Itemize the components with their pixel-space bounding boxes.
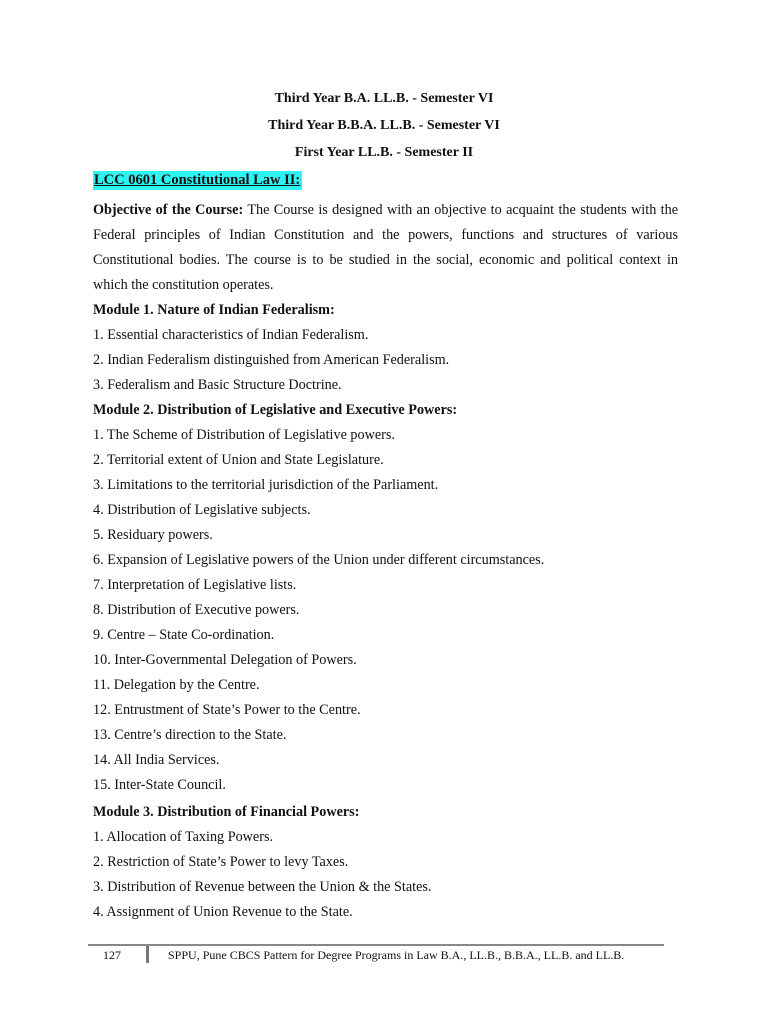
list-item: 2. Restriction of State’s Power to levy Taxes.	[93, 854, 349, 870]
page-number: 127	[103, 948, 121, 962]
list-item: 9. Centre – State Co-ordination.	[93, 627, 275, 643]
list-item: 3. Limitations to the territorial jurisdiction of the Parliament.	[93, 477, 439, 493]
list-item: 8. Distribution of Executive powers.	[93, 602, 300, 618]
list-item: 15. Inter-State Council.	[93, 777, 226, 793]
objective-text: The Course is designed with an objective to acquaint the students with the Federal principles of Indian Constitution and the powers, functions and structures of various Constitutional bodies. The course is to be studied in the social, economic and political context in which the constitution operates.	[93, 202, 678, 293]
list-item: 3. Distribution of Revenue between the Union & the States.	[93, 879, 432, 895]
list-item: 13. Centre’s direction to the State.	[93, 727, 287, 743]
list-item: 10. Inter-Governmental Delegation of Powers.	[93, 652, 357, 668]
module-title: Module 1. Nature of Indian Federalism:	[93, 302, 335, 318]
module-2	[93, 398, 693, 798]
course-objective	[93, 198, 678, 298]
module-title: Module 3. Distribution of Financial Powers:	[93, 804, 360, 820]
module-title: Module 2. Distribution of Legislative and Executive Powers:	[93, 402, 458, 418]
list-item: 5. Residuary powers.	[93, 527, 213, 543]
list-item: 1. The Scheme of Distribution of Legislative powers.	[93, 427, 395, 443]
module-1	[93, 298, 693, 398]
list-item: 11. Delegation by the Centre.	[93, 677, 260, 693]
list-item: 2. Indian Federalism distinguished from American Federalism.	[93, 352, 450, 368]
program-heading-3: First Year LL.B. - Semester II	[294, 145, 474, 160]
footer-text: SPPU, Pune CBCS Pattern for Degree Programs in Law B.A., LL.B., B.B.A., LL.B. and LL.B.	[168, 948, 625, 962]
program-heading-1: Third Year B.A. LL.B. - Semester VI	[274, 91, 494, 106]
list-item: 6. Expansion of Legislative powers of the Union under different circumstances.	[93, 552, 545, 568]
module-3	[93, 800, 693, 925]
footer-divider	[146, 946, 149, 963]
list-item: 4. Assignment of Union Revenue to the State.	[93, 904, 353, 920]
course-code-title: LCC 0601 Constitutional Law II:	[94, 172, 301, 188]
footer-rule	[88, 944, 664, 946]
list-item: 4. Distribution of Legislative subjects.	[93, 502, 311, 518]
list-item: 1. Allocation of Taxing Powers.	[93, 829, 274, 845]
program-heading-2: Third Year B.B.A. LL.B. - Semester VI	[268, 118, 500, 133]
list-item: 3. Federalism and Basic Structure Doctrine.	[93, 377, 342, 393]
list-item: 14. All India Services.	[93, 752, 220, 768]
list-item: 2. Territorial extent of Union and State Legislature.	[93, 452, 384, 468]
list-item: 7. Interpretation of Legislative lists.	[93, 577, 297, 593]
list-item: 12. Entrustment of State’s Power to the Centre.	[93, 702, 361, 718]
list-item: 1. Essential characteristics of Indian Federalism.	[93, 327, 369, 343]
objective-label: Objective of the Course:	[93, 202, 244, 218]
